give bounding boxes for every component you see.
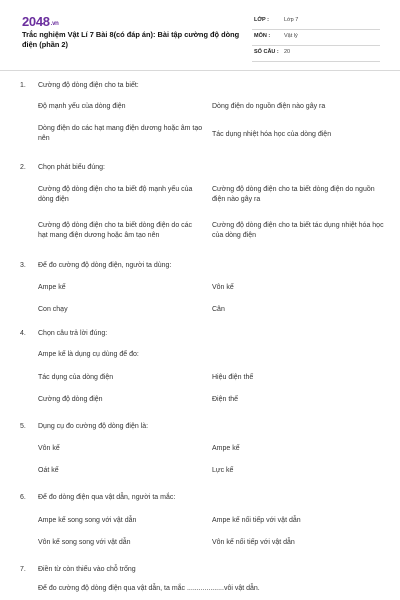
question-number: 4. (20, 330, 26, 337)
answer-option[interactable]: Vôn kế (38, 445, 60, 452)
fill-blank-sentence[interactable]: Để đo cường độ dòng điện qua vật dẫn, ta mắc ...................vôi vật dẫn. (38, 585, 260, 592)
answer-option[interactable]: Độ mạnh yếu của dòng điện (38, 103, 126, 110)
answer-option[interactable]: Con chạy (38, 306, 68, 313)
header (0, 0, 400, 66)
question-number: 5. (20, 423, 26, 430)
answer-option[interactable]: Cường độ dòng điện (38, 396, 103, 403)
answer-option[interactable]: Cân (212, 306, 225, 313)
meta-label: SỐ CÂU : (254, 49, 279, 55)
page-title: Trắc nghiệm Vật Lí 7 Bài 8(có đáp án): Bài tập cường độ dòng điện (phần 2) (22, 30, 240, 49)
meta-label: LỚP : (254, 17, 269, 23)
meta-row-class (252, 14, 380, 30)
answer-option[interactable]: Điện thế (212, 396, 239, 403)
logo-text: 2048 (22, 14, 50, 29)
question-number: 3. (20, 262, 26, 269)
answer-option[interactable]: Cường độ dòng điện cho ta biết dòng điện do nguồn điện nào gây ra (212, 186, 375, 203)
answer-option[interactable]: Ampe kế nối tiếp với vật dẫn (212, 517, 301, 524)
question-text: Để đo cường độ dòng điện, người ta dùng: (38, 262, 172, 269)
question-text: Điền từ còn thiếu vào chỗ trống (38, 566, 136, 573)
question-number: 2. (20, 164, 26, 171)
question-number: 7. (20, 566, 26, 573)
meta-value: 20 (284, 49, 291, 55)
logo-suffix: .vn (50, 21, 59, 27)
meta-row-subject (252, 30, 380, 46)
answer-option[interactable]: Ampe kế (212, 445, 240, 452)
answer-option[interactable]: Vôn kế song song với vật dẫn (38, 539, 131, 546)
site-logo[interactable] (22, 14, 59, 29)
meta-row-count (252, 46, 380, 62)
meta-table (252, 14, 380, 62)
question-subtext: Ampe kế là dụng cụ dùng để đo: (38, 351, 139, 358)
question-text: Để đo dòng điện qua vật dẫn, người ta mắc: (38, 494, 176, 501)
answer-option[interactable]: Hiệu điện thế (212, 374, 254, 381)
answer-option[interactable]: Ampe kế (38, 284, 66, 291)
answer-option[interactable]: Vôn kế (212, 284, 234, 291)
answer-option[interactable]: Dòng điện do các hạt mang điện dương hoặc âm tạo nên (38, 125, 203, 142)
answer-option[interactable]: Lực kế (212, 467, 234, 474)
answer-option[interactable]: Tác dụng nhiệt hóa học của dòng điện (212, 131, 332, 138)
answer-option[interactable]: Ampe kế song song với vật dẫn (38, 517, 137, 524)
answer-option[interactable]: Oát kế (38, 467, 59, 474)
meta-label: MÔN : (254, 33, 271, 39)
answer-option[interactable]: Vôn kế nối tiếp với vật dẫn (212, 539, 295, 546)
question-number: 6. (20, 494, 26, 501)
answer-option[interactable]: Cường độ dòng điện cho ta biết tác dụng nhiệt hóa học của dòng điện (212, 222, 384, 239)
question-text: Dụng cụ đo cường độ dòng điện là: (38, 423, 149, 430)
answer-option[interactable]: Dòng điện do nguồn điện nào gây ra (212, 103, 326, 110)
header-divider (0, 70, 400, 71)
answer-option[interactable]: Tác dụng của dòng điện (38, 374, 114, 381)
answer-option[interactable]: Cường độ dòng điện cho ta biết độ mạnh yếu của dòng điện (38, 186, 193, 203)
answer-option[interactable]: Cường độ dòng điện cho ta biết dòng điện do các hạt mang điện dương hoặc âm tạo nên (38, 222, 193, 239)
question-text: Chọn phát biểu đúng: (38, 164, 105, 171)
question-text: Chọn câu trả lời đúng: (38, 330, 108, 337)
question-text: Cường độ dòng điện cho ta biết: (38, 82, 139, 89)
meta-value: Vật lý (284, 33, 298, 39)
question-number: 1. (20, 82, 26, 89)
meta-value: Lớp 7 (284, 17, 299, 23)
